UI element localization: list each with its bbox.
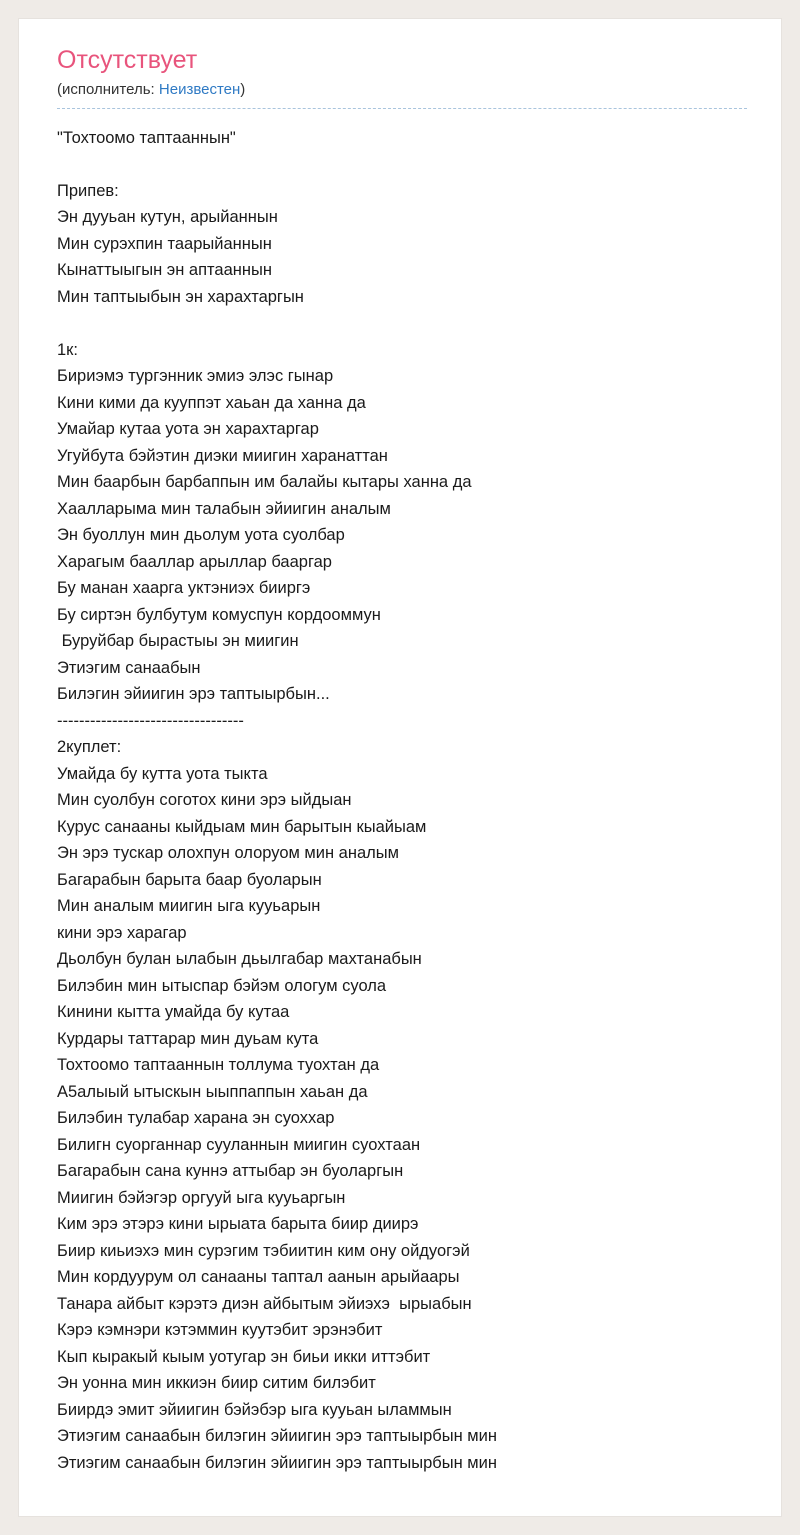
lyrics-text: "Тохтоомо таптааннын" Припев: Эн дууьан кутун, арыйаннын Мин сурэхпин таарыйаннын Кынаттыыгын эн аптааннын Мин таптыыбын эн харахтаргын 1к: Бириэмэ тургэнник эмиэ элэс гынар Кини кими да кууппэт хаьан да ханна да Умайар кутаа уота эн харахтаргар Угуйбута бэйэтин диэки миигин харанаттан Мин баарбын барбаппын им балайы кытары ханна да Хаалларыма мин талабын эйиигин аналым Эн буоллун мин дьолум уота суолбар Харагым бааллар арыллар бааргар Бу манан хаарга уктэниэх бииргэ Бу сиртэн булбутум комуспун кордооммун Буруйбар бырастыы эн миигин Этиэгим санаабын Билэгин эйиигин эрэ таптыырбын... ---------------------------------- 2куплет: Умайда бу кутта уота тыкта Мин суолбун соготох кини эрэ ыйдыан Курус санааны кыйдыам мин барытын кыайыам Эн эрэ тускар олохпун олоруом мин аналым Багарабын барыта баар буоларын Мин аналым миигин ыга кууьарын кини эрэ харагар Дьолбун булан ылабын дьылгабар махтанабын Билэбин мин ытыспар бэйэм ологум суола Кинини кытта умайда бу кутаа Курдары таттарар мин дуьам кута Тохтоомо таптааннын толлума туохтан да А5алыый ытыскын ыыппаппын хаьан да Билэбин тулабар харана эн суоххар Билигн суорганнар сууланнын миигин суохтаан Багарабын сана куннэ аттыбар эн буоларгын Миигин бэйэгэр оргууй ыга кууьаргын Ким эрэ этэрэ кини ырыата барыта биир диирэ Биир киьиэхэ мин сурэгим тэбиитин ким ону ойдуогэй Мин кордуурум ол санааны таптал аанын арыйаары Танара айбыт кэрэтэ диэн айбытым эйиэхэ ырыабын Кэрэ кэмнэри кэтэммин куутэбит эрэнэбит Кып кыракый кыым уотугар эн биьи икки иттэбит Эн уонна мин иккиэн биир ситим билэбит Биирдэ эмит эйиигин бэйэбэр ыга кууьан ыламмын Этиэгим санаабын билэгин эйиигин эрэ таптыырбын мин Этиэгим санаабын билэгин эйиигин эрэ таптыырбын мин [57,128,497,1472]
artist-suffix-label: ) [240,80,246,98]
artist-link[interactable]: Неизвестен [158,80,241,98]
lyrics-sheet [18,18,782,1517]
page-title: Отсутствует [57,46,198,74]
artist-prefix-label: (исполнитель: [57,80,155,98]
artist-line [57,81,747,109]
